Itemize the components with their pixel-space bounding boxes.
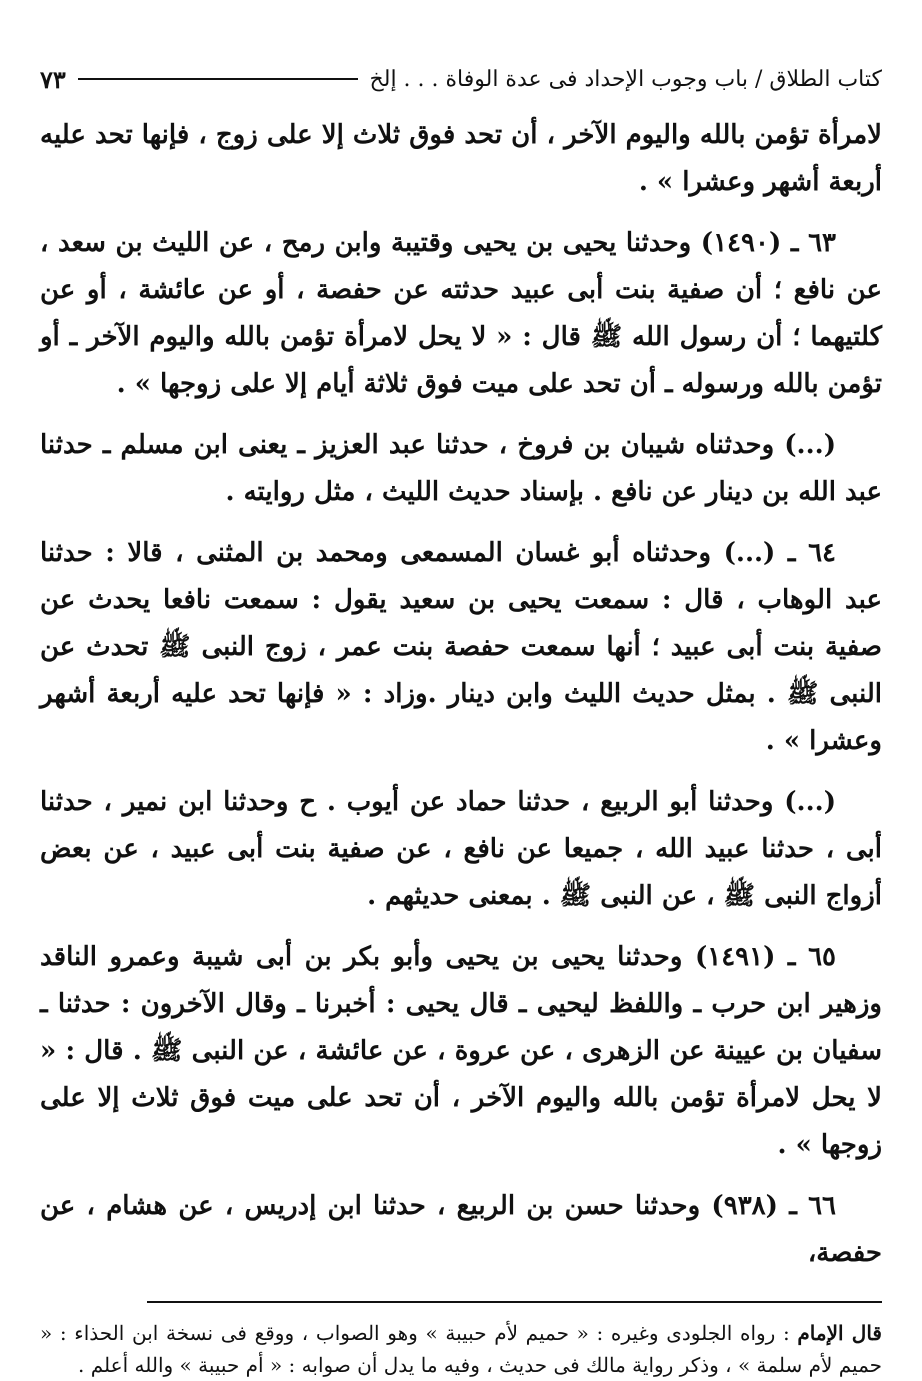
page-number: ٧٣: [40, 64, 66, 94]
paragraph: (...) وحدثنا أبو الربيع ، حدثنا حماد عن أيوب . ح وحدثنا ابن نمير ، حدثنا أبى ، حدثنا عبيد الله ، جميعا عن نافع ، عن صفية بنت أبى عبيد ، عن بعض أزواج النبى ﷺ ، عن النبى ﷺ . بمعنى حديثهم .: [40, 787, 883, 911]
paragraph: ٦٥ ـ (١٤٩١) وحدثنا يحيى بن يحيى وأبو بكر بن أبى شيبة وعمرو الناقد وزهير ابن حرب ـ واللفظ ليحيى ـ قال يحيى : أخبرنا ـ وقال الآخرون : حدثنا ـ سفيان بن عيينة عن الزهرى ، عن عروة ، عن عائشة ، عن النبى ﷺ . قال : « لا يحل لامرأة تؤمن بالله واليوم الآخر ، أن تحد على ميت فوق ثلاث إلا على زوجها » .: [40, 942, 882, 1160]
paragraph: (...) وحدثناه شيبان بن فروخ ، حدثنا عبد العزيز ـ يعنى ابن مسلم ـ حدثنا عبد الله بن دينار عن نافع . بإسناد حديث الليث ، مثل روايته .: [40, 430, 882, 507]
paragraph: ٦٦ ـ (٩٣٨) وحدثنا حسن بن الربيع ، حدثنا ابن إدريس ، عن هشام ، عن حفصة،: [40, 1191, 882, 1268]
running-title: كتاب الطلاق / باب وجوب الإحداد فى عدة الوفاة . . . إلخ: [369, 66, 882, 92]
main-text: [40, 112, 882, 1277]
footnote: [40, 1317, 882, 1381]
footnote-divider: [147, 1301, 882, 1303]
footnote-lead: قال الإمام: [797, 1321, 882, 1345]
paragraph: ٦٣ ـ (١٤٩٠) وحدثنا يحيى بن يحيى وقتيبة وابن رمح ، عن الليث بن سعد ، عن نافع ؛ أن صفية بنت أبى عبيد حدثته عن حفصة ، أو عن عائشة ، أو عن كلتيهما ؛ أن رسول الله ﷺ قال : « لا يحل لامرأة تؤمن بالله واليوم الآخر ـ أو تؤمن بالله ورسوله ـ أن تحد على ميت فوق ثلاثة أيام إلا على زوجها » .: [40, 228, 882, 399]
paragraph: ٦٤ ـ (...) وحدثناه أبو غسان المسمعى ومحمد بن المثنى ، قالا : حدثنا عبد الوهاب ، قال : سمعت يحيى بن سعيد يقول : سمعت نافعا يحدث عن صفية بنت أبى عبيد ؛ أنها سمعت حفصة بنت عمر ، زوج النبى ﷺ تحدث عن النبى ﷺ . بمثل حديث الليث وابن دينار .وزاد : « فإنها تحد عليه أربعة أشهر وعشرا » .: [40, 538, 882, 756]
footnote-text: : رواه الجلودى وغيره : « حميم لأم حبيبة » وهو الصواب ، ووقع فى نسخة ابن الحذاء : « حميم لأم سلمة » ، وذكر رواية مالك فى حديث ، وفيه ما يدل أن صوابه : « أم حبيبة » والله أعلم .: [40, 1321, 882, 1377]
header-rule: [78, 78, 358, 80]
paragraph: لامرأة تؤمن بالله واليوم الآخر ، أن تحد فوق ثلاث إلا على زوج ، فإنها تحد عليه أربعة أشهر وعشرا » .: [40, 120, 882, 197]
page-header: [40, 58, 882, 100]
